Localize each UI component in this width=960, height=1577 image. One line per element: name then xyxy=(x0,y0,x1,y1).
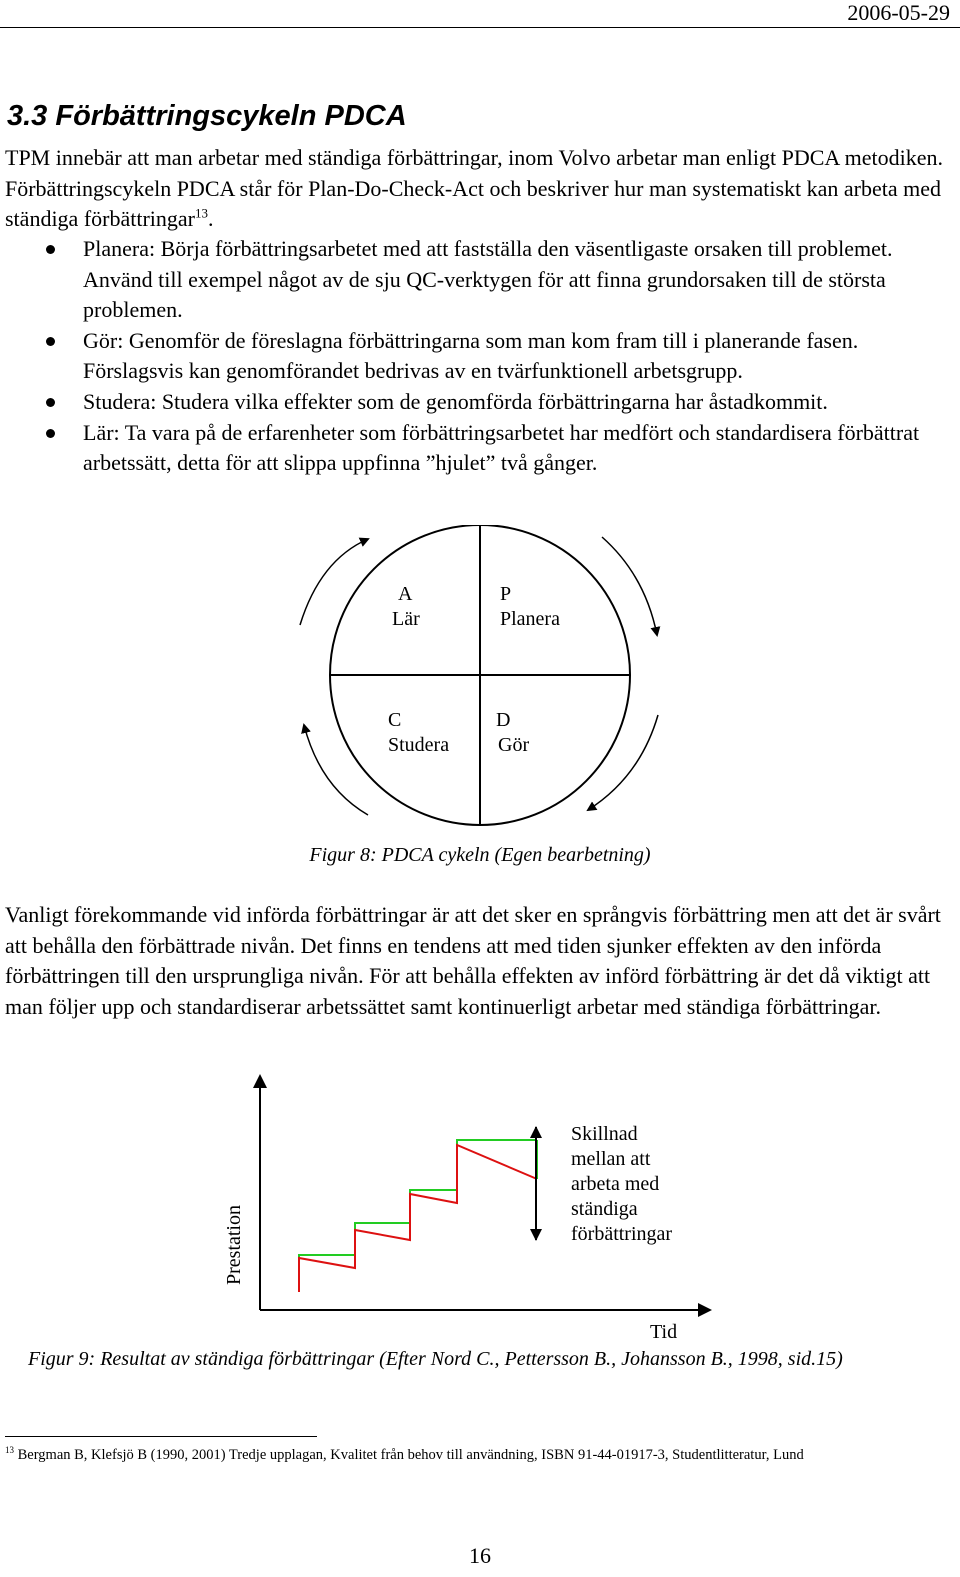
cycle-arrow-top-right xyxy=(602,537,657,635)
bullet-dot-icon xyxy=(46,245,55,254)
figure-8-caption: Figur 8: PDCA cykeln (Egen bearbetning) xyxy=(309,844,651,866)
bullet-text: Gör: Genomför de föreslagna förbättringarna som man kom fram till i planerande fasen. Förslagsvis kan genomförandet bedrivas av en tvärfunktionell arbetsgrupp. xyxy=(83,327,859,384)
pdca-cycle-diagram xyxy=(290,525,680,835)
bullet-item-lar xyxy=(0,418,955,479)
bullet-dot-icon xyxy=(46,398,55,407)
bullet-text: Lär: Ta vara på de erfarenheter som förbättringsarbetet har medfört och standardisera förbättrat arbetssätt, detta för att slippa uppfinna ”hjulet” två gånger. xyxy=(83,419,920,476)
footnote xyxy=(5,1447,804,1464)
cycle-arrow-top-left xyxy=(300,539,368,625)
difference-annotation xyxy=(571,1123,672,1245)
quadrant-c-label: Studera xyxy=(388,734,450,756)
quadrant-p-letter: P xyxy=(500,583,512,605)
footnote-number: 13 xyxy=(5,1445,14,1456)
bullet-dot-icon xyxy=(46,337,55,346)
intro-end: . xyxy=(208,206,214,231)
bullet-dot-icon xyxy=(46,429,55,438)
bullet-text: Studera: Studera vilka effekter som de genomförda förbättringarna har åstadkommit. xyxy=(83,388,828,414)
bullet-item-studera xyxy=(0,387,955,418)
footnote-separator xyxy=(5,1436,317,1437)
annotation-line: mellan att xyxy=(571,1148,651,1170)
intro-text: TPM innebär att man arbetar med ständiga förbättringar, inom Volvo arbetar man enligt PDCA metodiken. Förbättringscykeln PDCA står för Plan-Do-Check-Act och beskriver hur man systematiskt kan arbeta med ständiga förbättringar xyxy=(5,145,943,231)
annotation-line: arbeta med xyxy=(571,1173,660,1195)
cycle-arrow-bottom-right xyxy=(588,715,658,810)
quadrant-p-label: Planera xyxy=(500,608,560,630)
bullet-item-gor xyxy=(0,326,955,387)
page-number: 16 xyxy=(469,1543,491,1568)
quadrant-d-label: Gör xyxy=(498,734,530,756)
quadrant-d-letter: D xyxy=(496,709,511,731)
footnote-ref: 13 xyxy=(195,205,208,221)
annotation-line: Skillnad xyxy=(571,1123,638,1145)
x-axis-label: Tid xyxy=(650,1321,678,1343)
intro-paragraph xyxy=(5,143,955,235)
quadrant-a-label: Lär xyxy=(392,608,420,630)
bullet-text: Planera: Börja förbättringsarbetet med att fastställa den väsentligaste orsaken till problemet. Använd till exempel något av de sju QC-verktygen för att finna grundorsaken till de största problemen. xyxy=(83,236,893,323)
bullet-item-planera xyxy=(0,234,955,326)
header-date: 2006-05-29 xyxy=(847,0,950,25)
figure-9-caption: Figur 9: Resultat av ständiga förbättringar (Efter Nord C., Pettersson B., Johansson B., 1998, sid.15) xyxy=(28,1348,843,1370)
cycle-arrow-bottom-left xyxy=(304,725,368,815)
section-heading: 3.3 Förbättringscykeln PDCA xyxy=(7,100,407,132)
y-axis-label: Prestation xyxy=(223,1205,245,1285)
body-paragraph-2: Vanligt förekommande vid införda förbättringar är att det sker en språngvis förbättring men att det är svårt att behålla den förbättrade nivån. Det finns en tendens att med tiden sjunker effekten av den införda förbättringen till den ursprungliga nivån. För att behålla effekten av införd förbättring är det då viktigt att man följer upp och standardiserar arbetssättet samt kontinuerligt arbetar med ständiga förbättringar. xyxy=(5,902,941,1019)
annotation-line: ständiga xyxy=(571,1198,638,1220)
header-rule xyxy=(0,27,960,28)
footnote-text: Bergman B, Klefsjö B (1990, 2001) Tredje upplagan, Kvalitet från behov till användning, ISBN 91-44-01917-3, Studentlitteratur, Lund xyxy=(17,1447,804,1463)
quadrant-c-letter: C xyxy=(388,709,402,731)
annotation-line: förbättringar xyxy=(571,1223,673,1245)
pdca-bullet-list xyxy=(0,234,955,479)
series-decaying-improvement xyxy=(299,1145,537,1292)
quadrant-a-letter: A xyxy=(398,583,413,605)
improvement-chart xyxy=(210,1070,720,1345)
